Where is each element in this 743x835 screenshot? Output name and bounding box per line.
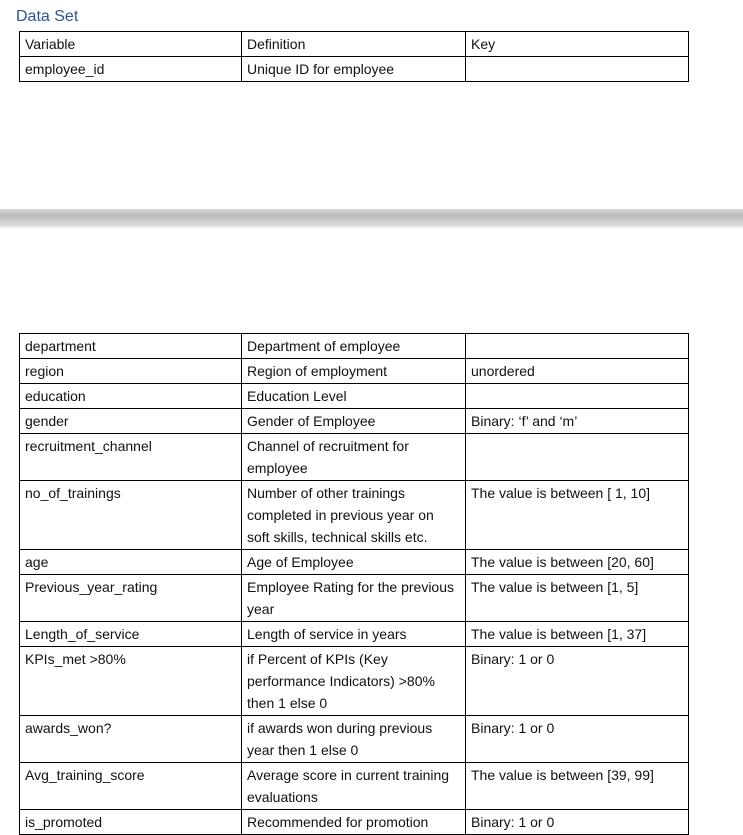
cell-variable: awards_won? — [20, 716, 242, 763]
cell-key — [466, 57, 689, 82]
cell-variable: age — [20, 550, 242, 575]
cell-definition: Employee Rating for the previous year — [242, 575, 466, 622]
cell-definition: Age of Employee — [242, 550, 466, 575]
cell-definition: Gender of Employee — [242, 409, 466, 434]
table-row — [20, 716, 689, 763]
cell-variable: gender — [20, 409, 242, 434]
page-break-separator — [0, 209, 743, 226]
cell-key: The value is between [1, 37] — [466, 622, 689, 647]
table-row — [20, 622, 689, 647]
section-heading: Data Set — [16, 8, 79, 25]
cell-definition: Department of employee — [242, 334, 466, 359]
table-row — [20, 384, 689, 409]
table-row — [20, 550, 689, 575]
cell-key — [466, 384, 689, 409]
cell-key: unordered — [466, 359, 689, 384]
cell-variable: recruitment_channel — [20, 434, 242, 481]
cell-key — [466, 434, 689, 481]
table-row — [20, 647, 689, 716]
cell-key: The value is between [20, 60] — [466, 550, 689, 575]
table-row — [20, 763, 689, 810]
cell-variable: education — [20, 384, 242, 409]
cell-definition: if awards won during previous year then 1 else 0 — [242, 716, 466, 763]
table-row — [20, 481, 689, 550]
cell-definition: Recommended for promotion — [242, 810, 466, 835]
cell-variable: Avg_training_score — [20, 763, 242, 810]
table-header-row — [20, 32, 689, 57]
cell-definition: Education Level — [242, 384, 466, 409]
cell-key: Binary: 1 or 0 — [466, 716, 689, 763]
cell-variable: employee_id — [20, 57, 242, 82]
page-break-shadow — [0, 226, 743, 228]
cell-variable: no_of_trainings — [20, 481, 242, 550]
table-row — [20, 810, 689, 835]
table-row — [20, 434, 689, 481]
cell-variable: KPIs_met >80% — [20, 647, 242, 716]
cell-definition: Average score in current training evaluations — [242, 763, 466, 810]
cell-variable: Length_of_service — [20, 622, 242, 647]
header-variable: Variable — [20, 32, 242, 57]
cell-variable: department — [20, 334, 242, 359]
table-row — [20, 57, 689, 82]
cell-definition: Number of other trainings completed in previous year on soft skills, technical skills etc. — [242, 481, 466, 550]
cell-definition: Region of employment — [242, 359, 466, 384]
cell-definition: if Percent of KPIs (Key performance Indicators) >80% then 1 else 0 — [242, 647, 466, 716]
table-row — [20, 334, 689, 359]
cell-variable: region — [20, 359, 242, 384]
data-set-table-body — [19, 333, 689, 835]
cell-key: Binary: 1 or 0 — [466, 810, 689, 835]
cell-definition: Unique ID for employee — [242, 57, 466, 82]
cell-key: Binary: 1 or 0 — [466, 647, 689, 716]
table-row — [20, 359, 689, 384]
cell-key: The value is between [ 1, 10] — [466, 481, 689, 550]
cell-key — [466, 334, 689, 359]
header-key: Key — [466, 32, 689, 57]
table-row — [20, 575, 689, 622]
header-definition: Definition — [242, 32, 466, 57]
cell-key: The value is between [1, 5] — [466, 575, 689, 622]
cell-definition: Channel of recruitment for employee — [242, 434, 466, 481]
cell-key: The value is between [39, 99] — [466, 763, 689, 810]
cell-variable: is_promoted — [20, 810, 242, 835]
cell-definition: Length of service in years — [242, 622, 466, 647]
data-set-table-header — [19, 31, 689, 82]
table-row — [20, 409, 689, 434]
cell-variable: Previous_year_rating — [20, 575, 242, 622]
cell-key: Binary: ‘f’ and ‘m’ — [466, 409, 689, 434]
